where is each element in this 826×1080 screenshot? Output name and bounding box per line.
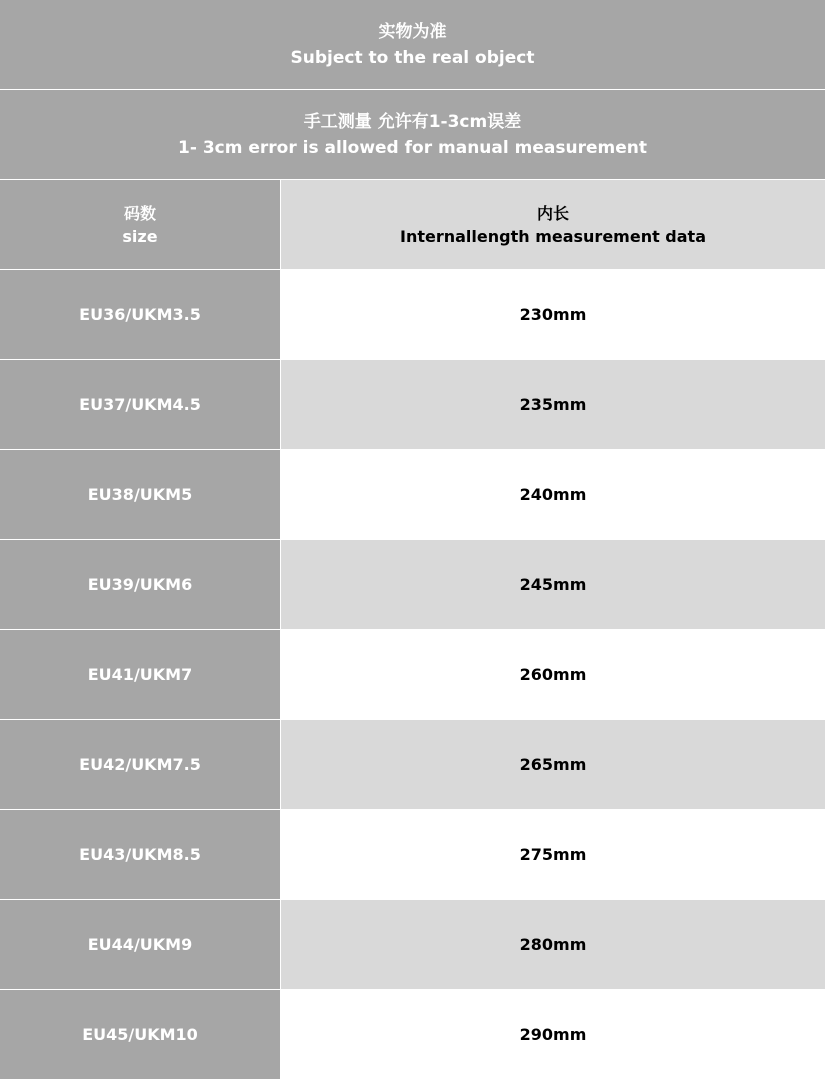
length-cell: 245mm — [281, 540, 825, 629]
notice-real-object-en: Subject to the real object — [290, 47, 535, 68]
header-size-zh: 码数 — [123, 203, 156, 223]
size-cell: EU36/UKM3.5 — [0, 270, 280, 359]
notice-banner-measurement-error — [0, 90, 825, 179]
length-cell: 230mm — [281, 270, 825, 359]
length-cell: 280mm — [281, 900, 825, 989]
table-row — [0, 450, 825, 539]
notice-banner-real-object — [0, 0, 825, 89]
length-cell: 260mm — [281, 630, 825, 719]
size-cell: EU45/UKM10 — [0, 990, 280, 1079]
length-cell: 265mm — [281, 720, 825, 809]
size-cell: EU44/UKM9 — [0, 900, 280, 989]
notice-error-en: 1- 3cm error is allowed for manual measurement — [178, 137, 647, 158]
table-row — [0, 990, 825, 1079]
table-row — [0, 810, 825, 899]
table-header-row — [0, 180, 825, 269]
length-cell: 240mm — [281, 450, 825, 539]
header-length-en: Internallength measurement data — [400, 226, 706, 246]
size-cell: EU39/UKM6 — [0, 540, 280, 629]
size-cell: EU43/UKM8.5 — [0, 810, 280, 899]
table-row — [0, 270, 825, 359]
table-row — [0, 630, 825, 719]
size-cell: EU42/UKM7.5 — [0, 720, 280, 809]
header-length-zh: 内长 — [536, 203, 569, 223]
size-cell: EU38/UKM5 — [0, 450, 280, 539]
size-cell: EU41/UKM7 — [0, 630, 280, 719]
header-size-cell — [0, 180, 280, 269]
table-row — [0, 720, 825, 809]
table-row — [0, 360, 825, 449]
notice-real-object-zh: 实物为准 — [378, 21, 447, 42]
length-cell: 235mm — [281, 360, 825, 449]
length-cell: 290mm — [281, 990, 825, 1079]
size-table — [0, 180, 825, 1079]
table-row — [0, 900, 825, 989]
table-row — [0, 540, 825, 629]
notice-error-zh: 手工测量 允许有1-3cm误差 — [303, 111, 522, 132]
header-length-cell — [281, 180, 825, 269]
header-size-en: size — [122, 226, 158, 246]
length-cell: 275mm — [281, 810, 825, 899]
size-cell: EU37/UKM4.5 — [0, 360, 280, 449]
